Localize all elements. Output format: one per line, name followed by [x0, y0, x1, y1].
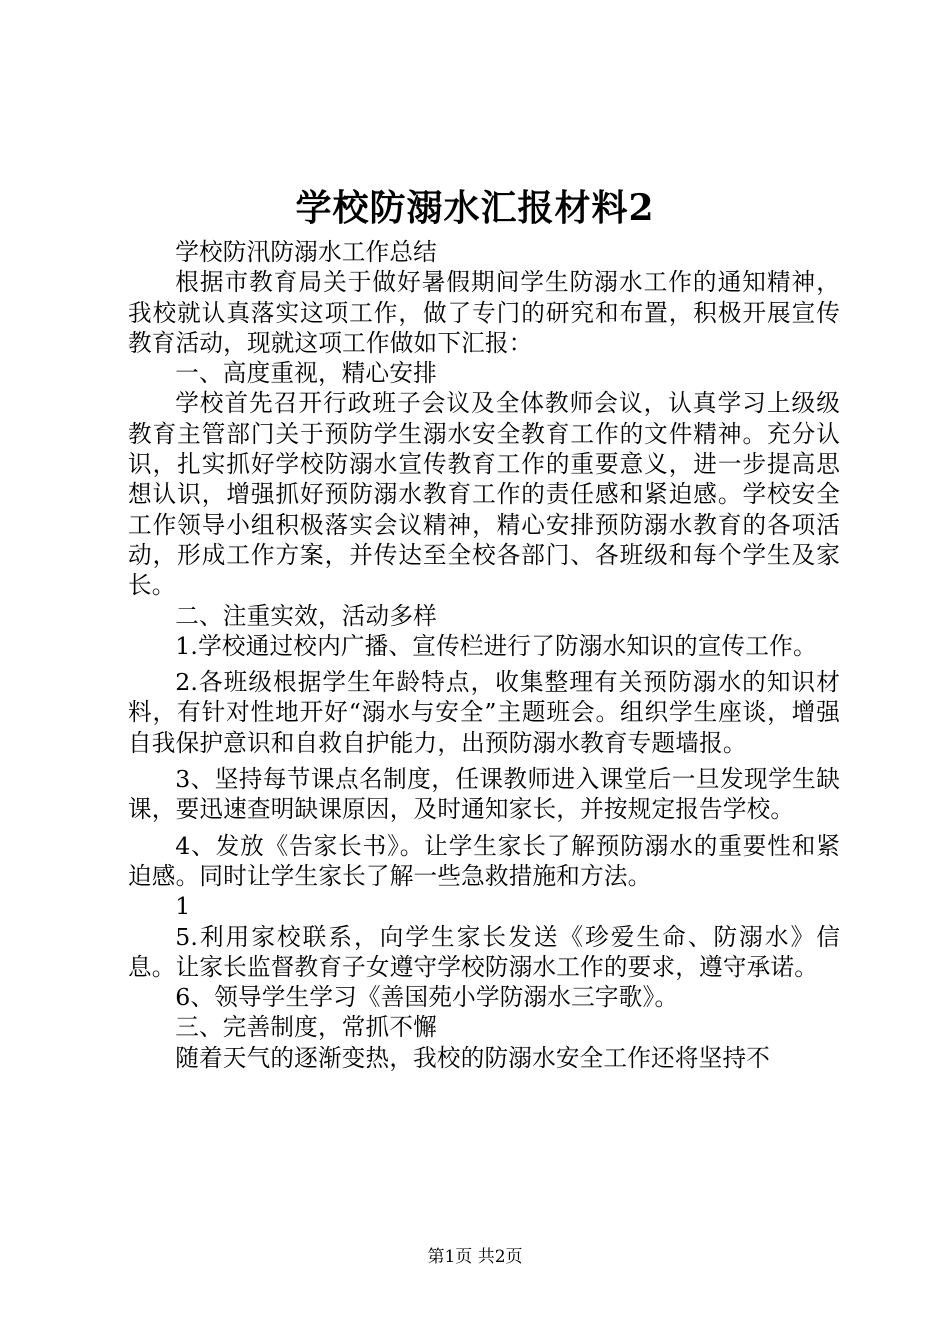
list-item-1: 1.学校通过校内广播、宣传栏进行了防溺水知识的宣传工作。 [175, 631, 817, 660]
list-item-4: 4、发放《告家长书》。让学生家长了解预防溺水的重要性和紧迫感。同时让学生家长了解一些急救措施和方法。 [128, 831, 840, 890]
page-footer: 第1页 共2页 [427, 1247, 523, 1267]
list-item-2: 2.各班级根据学生年龄特点，收集整理有关预防溺水的知识材料，有针对性地开好“溺水与安全”主题班会。组织学生座谈，增强自我保护意识和自救自护能力，出预防溺水教育专题墙报。 [128, 668, 840, 757]
section-heading-3: 三、完善制度，常抓不懈 [175, 1013, 437, 1042]
list-item-5: 5.利用家校联系，向学生家长发送《珍爱生命、防溺水》信息。让家长监督教育子女遵守学校防溺水工作的要求，遵守承诺。 [128, 922, 840, 981]
section-heading-1: 一、高度重视，精心安排 [175, 359, 437, 388]
paragraph-section-1: 学校首先召开行政班子会议及全体教师会议，认真学习上级级教育主管部门关于预防学生溺水安全教育工作的文件精神。充分认识，扎实抓好学校防溺水宣传教育工作的重要意义，进一步提高思想认识，增强抓好预防溺水教育工作的责任感和紧迫感。学校安全工作领导小组积极落实会议精神，精心安排预防溺水教育的各项活动，形成工作方案，并传达至全校各部门、各班级和每个学生及家长。 [128, 389, 840, 600]
paragraph-subtitle: 学校防汛防溺水工作总结 [175, 238, 437, 266]
paragraph-intro: 根据市教育局关于做好暑假期间学生防溺水工作的通知精神，我校就认真落实这项工作，做了专门的研究和布置，积极开展宣传教育活动，现就这项工作做如下汇报： [128, 268, 840, 357]
paragraph-section-3: 随着天气的逐渐变热，我校的防溺水安全工作还将坚持不 [175, 1043, 771, 1072]
section-heading-2: 二、注重实效，活动多样 [175, 601, 437, 630]
document-body [128, 237, 840, 1073]
list-item-6: 6、领导学生学习《善国苑小学防溺水三字歌》。 [175, 983, 679, 1012]
stray-number: 1 [175, 892, 191, 921]
list-item-3: 3、坚持每节课点名制度，任课教师进入课堂后一旦发现学生缺课，要迅速查明缺课原因，及时通知家长，并按规定报告学校。 [128, 765, 840, 824]
document-title: 学校防溺水汇报材料2 [295, 187, 655, 229]
